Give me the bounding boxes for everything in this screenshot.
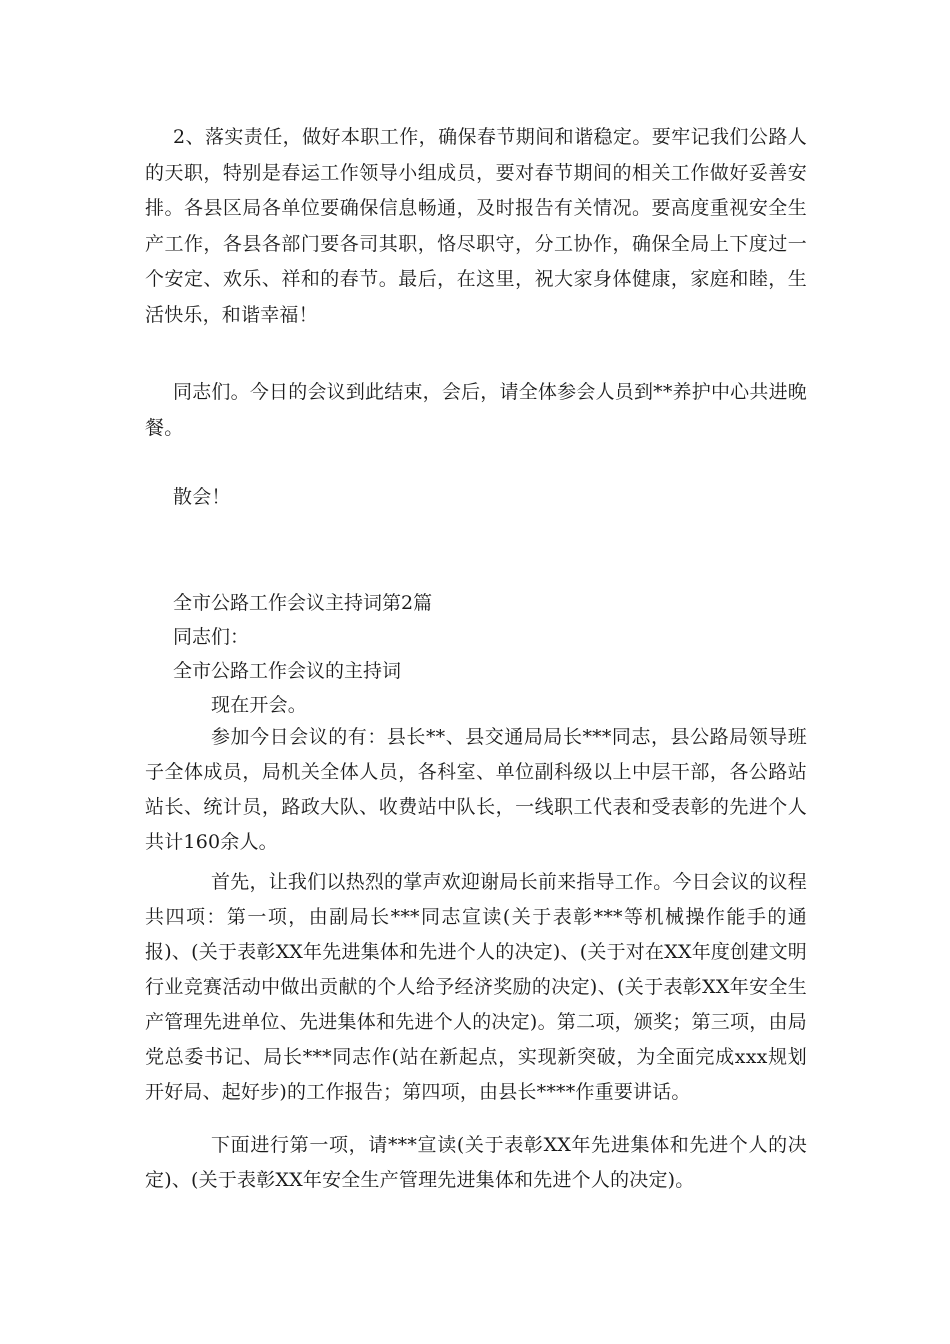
closing-line: 散会！ (173, 486, 231, 508)
salutation: 同志们： (173, 626, 250, 648)
body-paragraph: 2、落实责任，做好本职工作，确保春节期间和谐稳定。要牢记我们公路人的天职，特别是春运工作领导小组成员，要对春节期间的相关工作做好妥善安排。各县区局各单位要确保信息畅通，及时报告有关情况。要高度重视安全生产工作，各县各部门要各司其职，恪尽职守，分工协作，确保全局上下度过一个安定、欢乐、祥和的春节。最后，在这里，祝大家身体健康，家庭和睦，生活快乐，和谐幸福！ (145, 126, 807, 326)
section-subtitle: 全市公路工作会议的主持词 (173, 660, 402, 682)
paragraph-block (145, 480, 807, 516)
open-line: 现在开会。 (211, 694, 308, 716)
paragraph-block (145, 1128, 807, 1198)
body-paragraph: 同志们。今日的会议到此结束，会后，请全体参会人员到**养护中心共进晚餐。 (145, 381, 807, 439)
first-item-paragraph: 下面进行第一项，请***宣读(关于表彰XX年先进集体和先进个人的决定)、(关于表彰XX年安全生产管理先进集体和先进个人的决定)。 (145, 1134, 807, 1191)
section-header-block (145, 586, 807, 723)
paragraph-block (145, 375, 807, 446)
attendees-paragraph: 参加今日会议的有：县长**、县交通局局长***同志，县公路局领导班子全体成员，局机关全体人员，各科室、单位副科级以上中层干部，各公路站站长、统计员，路政大队、收费站中队长，一线职工代表和受表彰的先进个人共计160余人。 (145, 726, 807, 853)
section-heading: 全市公路工作会议主持词第2篇 (173, 592, 433, 614)
paragraph-block (145, 120, 807, 333)
paragraph-block (145, 720, 807, 860)
agenda-paragraph: 首先，让我们以热烈的掌声欢迎谢局长前来指导工作。今日会议的议程共四项：第一项，由副局长***同志宣读(关于表彰***等机械操作能手的通报)、(关于表彰XX年先进集体和先进个人的决定)、(关于对在XX年度创建文明行业竞赛活动中做出贡献的个人给予经济奖励的决定)、(关于表彰XX年安全生产管理先进单位、先进集体和先进个人的决定)。第二项，颁奖；第三项，由局党总委书记、局长***同志作(站在新起点，实现新突破，为全面完成xxx规划开好局、起好步)的工作报告；第四项，由县长****作重要讲话。 (145, 871, 807, 1103)
paragraph-block (145, 865, 807, 1110)
